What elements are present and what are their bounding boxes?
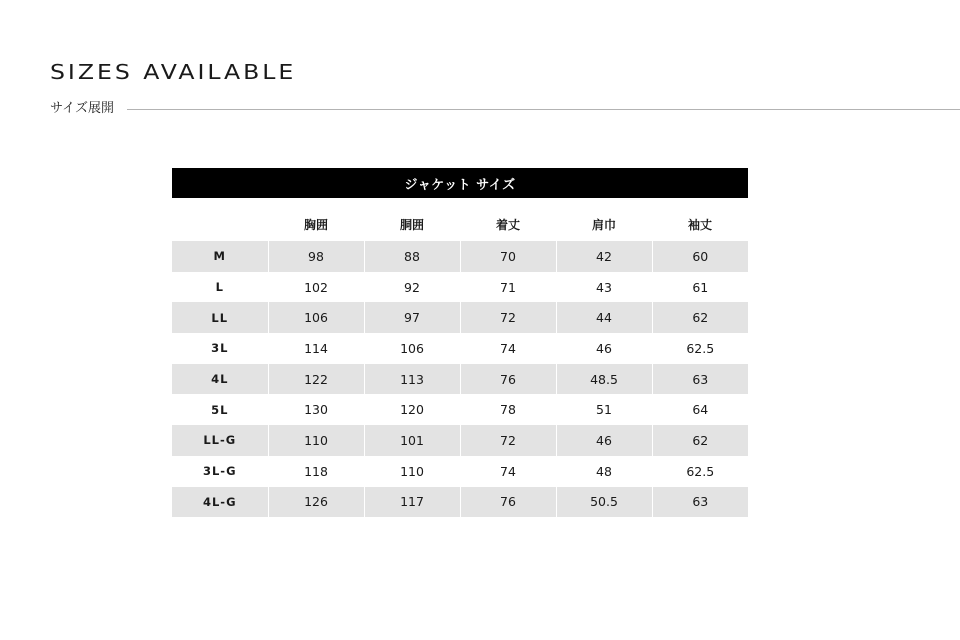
sleeve-cell: 63 <box>652 487 748 518</box>
chest-cell: 126 <box>268 487 364 518</box>
length-cell: 78 <box>460 394 556 425</box>
shoulder-cell: 42 <box>556 241 652 272</box>
table-spacer <box>172 198 748 208</box>
length-cell: 72 <box>460 425 556 456</box>
length-cell: 74 <box>460 456 556 487</box>
sleeve-cell: 64 <box>652 394 748 425</box>
sleeve-cell: 62.5 <box>652 333 748 364</box>
sleeve-cell: 63 <box>652 364 748 395</box>
size-cell: 4L <box>172 364 268 395</box>
waist-cell: 88 <box>364 241 460 272</box>
table-row <box>172 487 748 518</box>
table-body <box>172 241 748 517</box>
waist-cell: 117 <box>364 487 460 518</box>
waist-cell: 92 <box>364 272 460 303</box>
shoulder-cell: 46 <box>556 333 652 364</box>
sleeve-cell: 62.5 <box>652 456 748 487</box>
subheading-row <box>50 99 960 119</box>
chest-cell: 114 <box>268 333 364 364</box>
column-header-waist: 胴囲 <box>399 218 424 232</box>
size-table <box>172 168 748 517</box>
size-cell: L <box>215 280 224 295</box>
column-header-sleeve: 袖丈 <box>688 218 713 232</box>
table-row <box>172 333 748 364</box>
table-row <box>172 364 748 395</box>
table-header-row <box>172 208 748 241</box>
waist-cell: 113 <box>364 364 460 395</box>
size-cell: 3L <box>211 341 229 356</box>
size-cell: 5L <box>211 402 229 417</box>
length-cell: 71 <box>460 272 556 303</box>
page-title: SIZES AVAILABLE <box>50 60 297 84</box>
shoulder-cell: 48 <box>556 456 652 487</box>
sleeve-cell: 62 <box>652 302 748 333</box>
size-cell: 4L-G <box>172 487 268 518</box>
waist-cell: 120 <box>364 394 460 425</box>
table-row <box>172 241 748 272</box>
sleeve-cell: 62 <box>652 425 748 456</box>
waist-cell: 106 <box>364 333 460 364</box>
table-row <box>172 272 748 303</box>
chest-cell: 122 <box>268 364 364 395</box>
length-cell: 70 <box>460 241 556 272</box>
table-row <box>172 394 748 425</box>
table-title-row <box>172 168 748 198</box>
table-row <box>172 302 748 333</box>
table-row <box>172 456 748 487</box>
table-row <box>172 425 748 456</box>
column-header-size <box>172 208 268 241</box>
size-cell: LL-G <box>172 425 268 456</box>
subheading: サイズ展開 <box>50 101 114 116</box>
shoulder-cell: 46 <box>556 425 652 456</box>
shoulder-cell: 48.5 <box>556 364 652 395</box>
chest-cell: 102 <box>268 272 364 303</box>
waist-cell: 97 <box>364 302 460 333</box>
chest-cell: 118 <box>268 456 364 487</box>
size-cell: M <box>172 241 268 272</box>
column-header-length: 着丈 <box>495 218 520 232</box>
shoulder-cell: 50.5 <box>556 487 652 518</box>
length-cell: 72 <box>460 302 556 333</box>
length-cell: 76 <box>460 364 556 395</box>
shoulder-cell: 51 <box>556 394 652 425</box>
chest-cell: 98 <box>268 241 364 272</box>
length-cell: 76 <box>460 487 556 518</box>
length-cell: 74 <box>460 333 556 364</box>
table-title: ジャケット サイズ <box>172 168 748 198</box>
shoulder-cell: 44 <box>556 302 652 333</box>
chest-cell: 130 <box>268 394 364 425</box>
divider-line <box>127 109 960 110</box>
sleeve-cell: 60 <box>652 241 748 272</box>
sleeve-cell: 61 <box>652 272 748 303</box>
waist-cell: 110 <box>364 456 460 487</box>
chest-cell: 106 <box>268 302 364 333</box>
size-cell: 3L-G <box>202 464 237 479</box>
column-header-chest: 胸囲 <box>303 218 328 232</box>
column-header-shoulder: 肩巾 <box>591 218 616 232</box>
shoulder-cell: 43 <box>556 272 652 303</box>
chest-cell: 110 <box>268 425 364 456</box>
size-cell: LL <box>172 302 268 333</box>
waist-cell: 101 <box>364 425 460 456</box>
